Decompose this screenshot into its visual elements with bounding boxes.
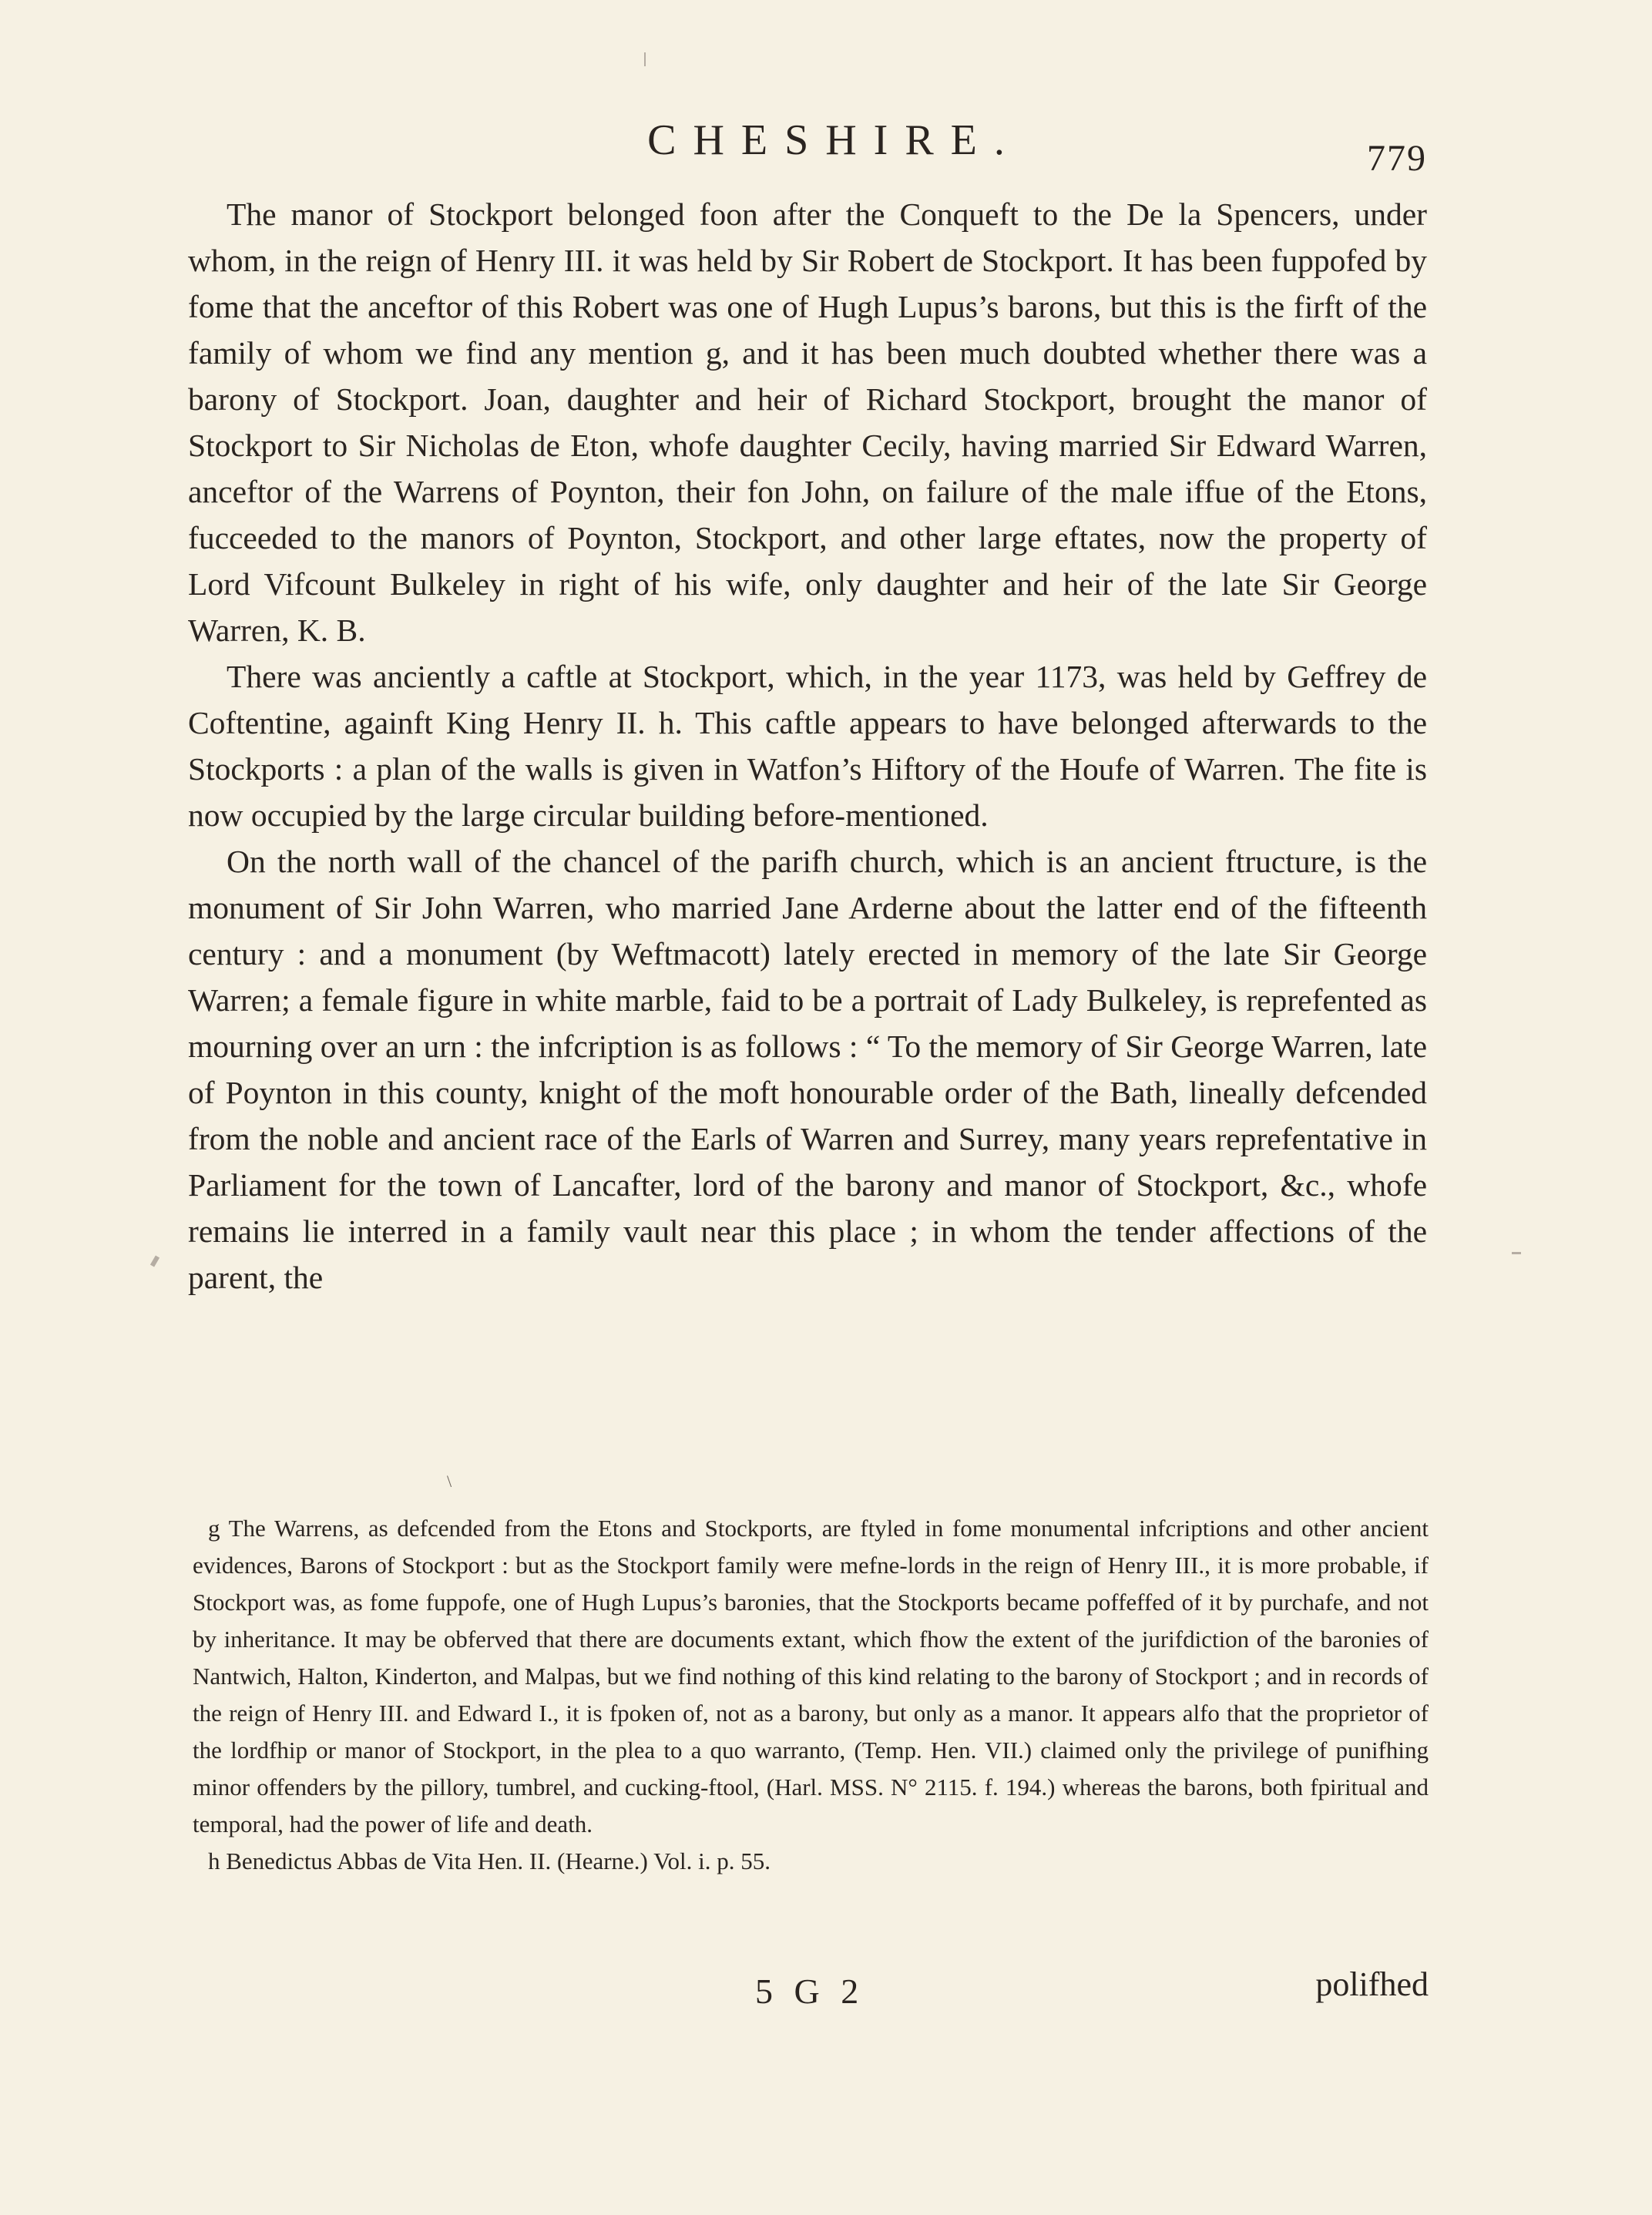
footnotes xyxy=(193,1510,1429,1880)
main-text xyxy=(188,191,1427,1300)
margin-speck xyxy=(150,1255,159,1267)
margin-speck xyxy=(1512,1252,1521,1254)
paragraph-monument: On the north wall of the chancel of the parifh church, which is an ancient ftructure, is the monument of Sir John Warren, who married Jane Arderne about the latter end of the fifteenth century : and a monument (by Weftmacott) lately erected in memory of the late Sir George Warren; a female figure in white marble, faid to be a portrait of Lady Bulkeley, is reprefented as mourning over an urn : the infcription is as follows : “ To the memory of Sir George Warren, late of Poynton in this county, knight of the moft honourable order of the Bath, lineally defcended from the noble and ancient race of the Earls of Warren and Surrey, many years reprefentative in Parliament for the town of Lancafter, lord of the barony and manor of Stockport, &c., whofe remains lie interred in a family vault near this place ; in whom the tender affections of the parent, the xyxy=(188,844,1427,1295)
footnote-g: g The Warrens, as defcended from the Etons and Stockports, are ftyled in fome monumental infcriptions and other ancient evidences, Barons of Stockport : but as the Stockport family were mefne-lords in the reign of Henry III., it is more probable, if Stockport was, as fome fuppofe, one of Hugh Lupus’s baronies, that the Stockports became poffeffed of it by purchafe, and not by inheritance. It may be obferved that there are documents extant, which fhow the extent of the jurifdiction of the baronies of Nantwich, Halton, Kinderton, and Malpas, but we find nothing of this kind relating to the barony of Stockport ; and in records of the reign of Henry III. and Edward I., it is fpoken of, not as a barony, but only as a manor. It appears alfo that the proprietor of the lordfhip or manor of Stockport, in the plea to a quo warranto, (Temp. Hen. VII.) claimed only the privilege of punifhing minor offenders by the pillory, tumbrel, and cucking-ftool, (Harl. MSS. N° 2115. f. 194.) whereas the barons, both fpiritual and temporal, had the power of life and death. xyxy=(193,1515,1429,1837)
paragraph-castle: There was anciently a caftle at Stockport, which, in the year 1173, was held by Geffrey de Coftentine, againft King Henry II. h. This caftle appears to have belonged afterwards to the Stockports : a plan of the walls is given in Watfon’s Hiftory of the Houfe of Warren. The fite is now occupied by the large circular building before-mentioned. xyxy=(188,659,1427,833)
catchword: polifhed xyxy=(1315,1965,1429,2003)
page-number: 779 xyxy=(1367,138,1427,179)
running-title: CHESHIRE. xyxy=(647,116,1022,164)
paragraph-manor: The manor of Stockport belonged foon after the Conqueft to the De la Spencers, under whom, in the reign of Henry III. it was held by Sir Robert de Stockport. It has been fuppofed by fome that the anceftor of this Robert was one of Hugh Lupus’s barons, but this is the firft of the family of whom we find any mention g, and it has been much doubted whether there was a barony of Stockport. Joan, daughter and heir of Richard Stockport, brought the manor of Stockport to Sir Nicholas de Eton, whofe daughter Cecily, having married Sir Edward Warren, anceftor of the Warrens of Poynton, their fon John, on failure of the male iffue of the Etons, fucceeded to the manors of Poynton, Stockport, and other large eftates, now the property of Lord Vifcount Bulkeley in right of his wife, only daughter and heir of the late Sir George Warren, K. B. xyxy=(188,196,1427,648)
footnote-h: h Benedictus Abbas de Vita Hen. II. (Hearne.) Vol. i. p. 55. xyxy=(208,1848,771,1874)
margin-speck xyxy=(644,52,646,66)
footnote-separator-mark: \ xyxy=(447,1472,452,1491)
signature-mark: 5 G 2 xyxy=(755,1972,865,2011)
